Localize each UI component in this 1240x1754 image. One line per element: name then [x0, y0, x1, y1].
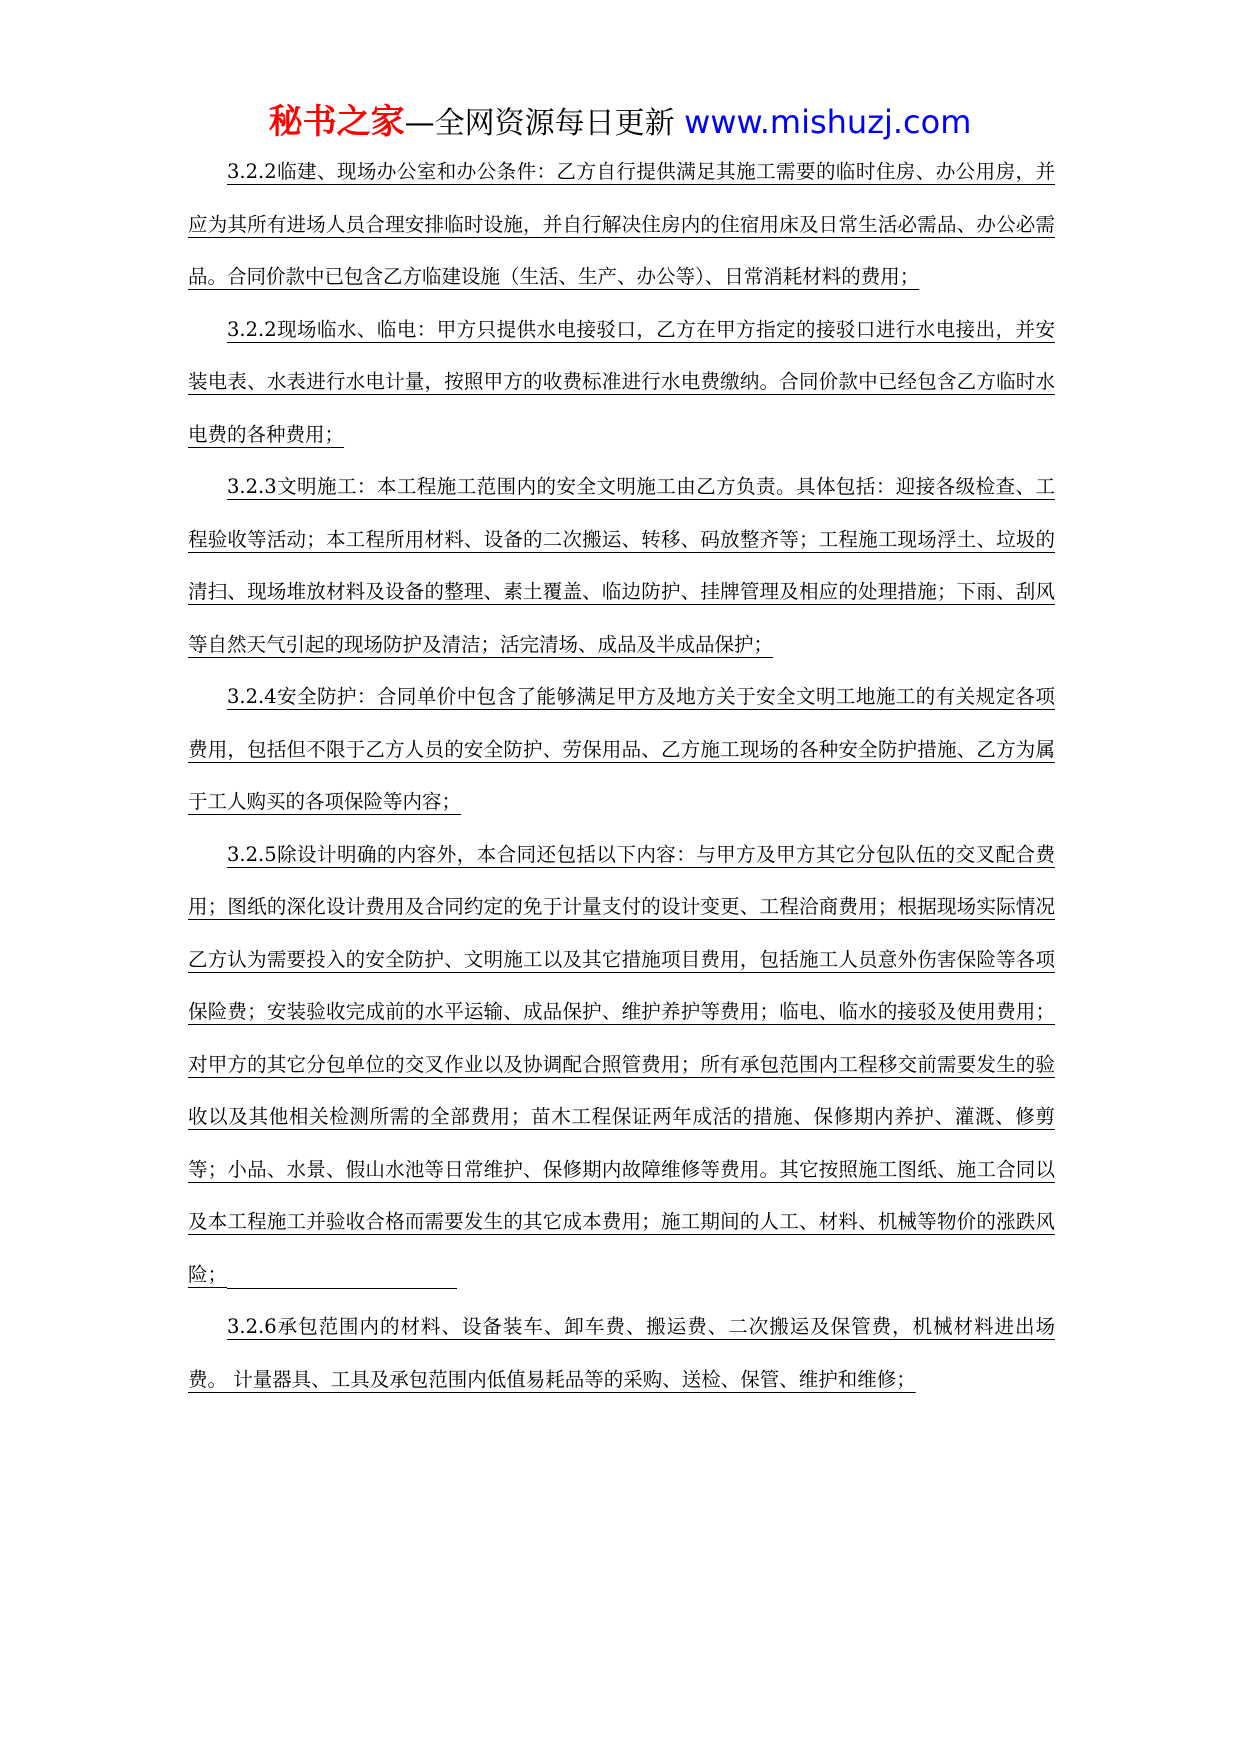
site-url-link[interactable]: www.mishuzj.com: [684, 103, 972, 141]
clause-text: 3.2.2临建、现场办公室和办公条件：乙方自行提供满足其施工需要的临时住房、办公用房，并应为其所有进场人员合理安排临时设施，并自行解决住房内的住宿用床及日常生活必需品、办公必需品。合同价款中已包含乙方临建设施（生活、生产、办公等）、日常消耗材料的费用；: [188, 160, 1055, 288]
clause-text: 3.2.6承包范围内的材料、设备装车、卸车费、搬运费、二次搬运及保管费，机械材料进出场费。 计量器具、工具及承包范围内低值易耗品等的采购、送检、保管、维护和维修；: [188, 1315, 1055, 1391]
header-slogan: —全网资源每日更新: [404, 106, 685, 141]
clause-text: 3.2.5除设计明确的内容外，本合同还包括以下内容：与甲方及甲方其它分包队伍的交叉配合费用；图纸的深化设计费用及合同约定的免于计量支付的设计变更、工程洽商费用；根据现场实际情况乙方认为需要投入的安全防护、文明施工以及其它措施项目费用，包括施工人员意外伤害保险等各项保险费；安装验收完成前的水平运输、成品保护、维护养护等费用；临电、临水的接驳及使用费用；对甲方的其它分包单位的交叉作业以及协调配合照管费用；所有承包范围内工程移交前需要发生的验收以及其他相关检测所需的全部费用；苗木工程保证两年成活的措施、保修期内养护、灌溉、修剪等；小品、水景、假山水池等日常维护、保修期内故障维修等费用。其它按照施工图纸、施工合同以及本工程施工并验收合格而需要发生的其它成本费用；施工期间的人工、材料、机械等物价的涨跌风险；: [188, 842, 1055, 1286]
document-body: [188, 146, 1055, 1406]
clause-text: 3.2.3文明施工：本工程施工范围内的安全文明施工由乙方负责。具体包括：迎接各级检查、工程验收等活动；本工程所用材料、设备的二次搬运、转移、码放整齐等；工程施工现场浮土、垃圾的清扫、现场堆放材料及设备的整理、素土覆盖、临边防护、挂牌管理及相应的处理措施；下雨、刮风等自然天气引起的现场防护及清洁；活完清场、成品及半成品保护；: [188, 475, 1055, 656]
clause-3-2-3-civilized-construction: [188, 461, 1055, 671]
clause-3-2-6-materials-handling: [188, 1301, 1055, 1406]
clause-3-2-2-temporary-facilities: [188, 146, 1055, 304]
clause-3-2-4-safety-protection: [188, 671, 1055, 829]
clause-3-2-2-water-electricity: [188, 304, 1055, 462]
clause-text: 3.2.2现场临水、临电：甲方只提供水电接驳口，乙方在甲方指定的接驳口进行水电接出，并安装电表、水表进行水电计量，按照甲方的收费标准进行水电费缴纳。合同价款中已经包含乙方临时水电费的各种费用；: [188, 317, 1055, 446]
blank-underline: [227, 1287, 457, 1289]
clause-3-2-5-additional-scope: [188, 829, 1055, 1302]
brand-name: 秘书之家: [268, 102, 405, 142]
clause-text: 3.2.4安全防护：合同单价中包含了能够满足甲方及地方关于安全文明工地施工的有关规定各项费用，包括但不限于乙方人员的安全防护、劳保用品、乙方施工现场的各种安全防护措施、乙方为属于工人购买的各项保险等内容；: [188, 685, 1055, 813]
